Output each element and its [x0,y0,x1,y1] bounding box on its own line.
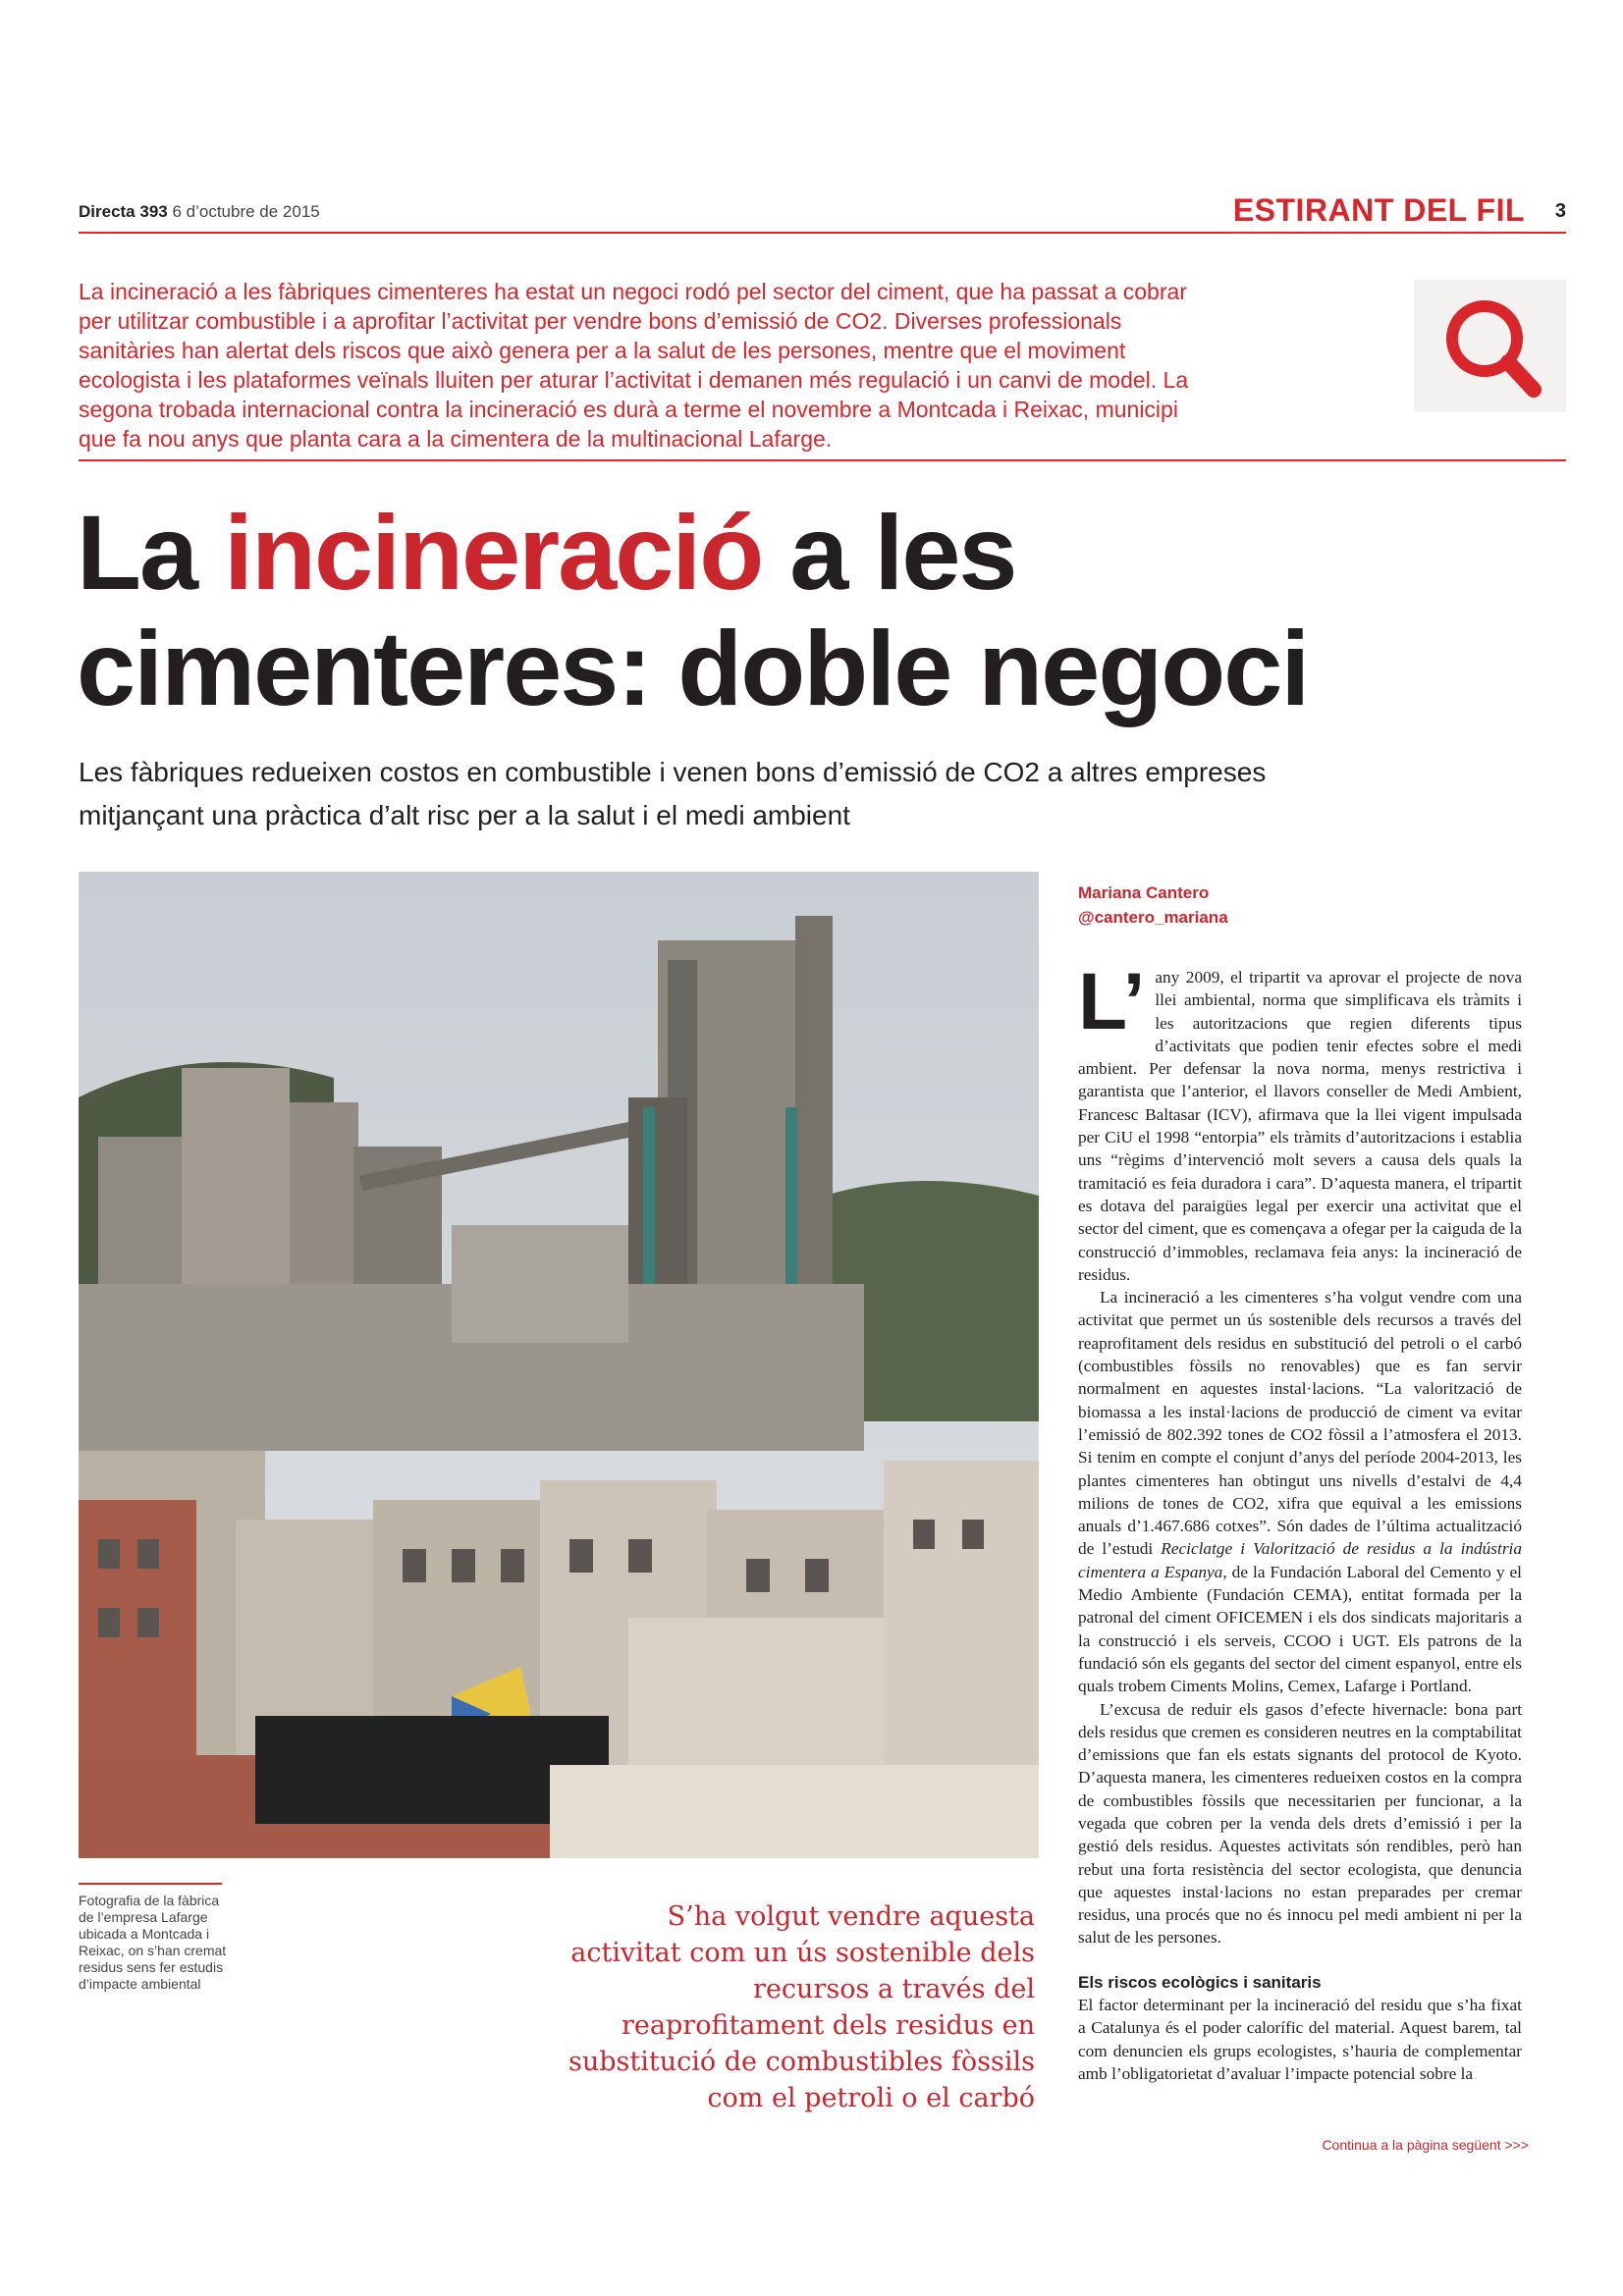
subtitle: Les fàbriques redueixen costos en combustible i venen bons d’emissió de CO2 a altres empreses mitjançant una pràctica d’alt risc per a la salut i el medi ambient [79,757,1267,830]
author-name: Mariana Cantero [1078,883,1210,902]
article-body [1078,957,1522,2085]
headline-accent: incineració [224,493,763,612]
article-paragraph: La incineració a les cimenteres s’ha volgut vendre com una activitat que permet un ús sostenible dels recursos a través del reaprofitament dels residus en substitució del petroli o el carbó (combustibles fòssils no renovables) que es fan servir normalment en aquestes instal·lacions. “La valorització de biomassa a les instal·lacions de producció de ciment va evitar l’emissió de 802.392 tones de CO2 fòssil a l’atmosfera el 2013. Si tenim en compte el conjunt d’anys del període 2004-2013, les plantes cimenteres han obtingut uns nivells d’estalvi de 4,4 milions de tones de CO2, xifra que equival a les emissions anuals d’1.467.686 cotxes”. Són dades de l’última actualització de l’estudi Reciclatge i Valorització de residus a la indústria cimentera a Espanya, de la Fundación Laboral del Cemento y el Medio Ambiente (Fundación CEMA), entitat formada per la patronal del ciment OFICEMEN i els dos sindicats majoritaris a la construcció i els serveis, CCOO i UGT. Els patrons de la fundació són els gegants del sector del ciment espanyol, entre els quals trobem Ciments Molins, Cemex, Lafarge i Portland. [1078,1288,1522,1696]
intro-summary: La incineració a les fàbriques cimenteres ha estat un negoci rodó pel sector del ciment, que ha passat a cobrar per utilitzar combustible i a aprofitar l’activitat per vendre bons d’emissió de CO2. Diverses professionals sanitàries han alertat dels riscos que això genera per a la salut de les persones, mentre que el moviment ecologista i les plataformes veïnals lluiten per aturar l’activitat i demanen més regulació i un canvi de model. La segona trobada internacional contra la incineració es durà a terme el novembre a Montcada i Reixac, municipi que fa nou anys que planta cara a la cimentera de la multinacional Lafarge. [79,279,1189,452]
author-handle: @cantero_mariana [1078,908,1228,927]
publication-name: Directa 393 [79,202,168,221]
headline [77,495,1308,726]
section-title: ESTIRANT DEL FIL [1232,192,1525,228]
headline-part2: a les [762,493,1016,612]
pull-quote: S’ha volgut vendre aquesta activitat com un ús sostenible dels recursos a través del reaprofitament dels residus en substitució de combustibles fòssils com el petroli o el carbó [568,1901,1035,2113]
magnifier-icon [1414,280,1566,412]
intro-rule [79,459,1566,461]
publication-date: 6 d’octubre de 2015 [172,202,320,221]
article-paragraph: L’excusa de reduir els gasos d’efecte hivernacle: bona part dels residus que cremen es consideren neutres en la comptabilitat d’emissions que fan els estats signants del protocol de Kyoto. D’aquesta manera, les cimenteres redueixen costos en la compra de combustibles fòssils que necessitarien per funcionar, a la vegada que cobren per la venda dels drets d’emissió i per la gestió dels residus. Aquestes activitats són rendibles, però han rebut una forta resistència del sector ecologista, que denuncia que aquestes instal·lacions no estan preparades per cremar residus, una procés que no és innocu pel medi ambient ni per la salut de les persones. [1078,1699,1522,1948]
caption-rule [79,1883,222,1885]
drop-cap: L’ [1078,957,1146,1046]
headline-part1: La [77,493,225,612]
section-badge [1414,280,1566,412]
page-number: 3 [1554,200,1566,222]
article-subhead: Els riscos ecològics i sanitaris [1078,1972,1322,1992]
article-paragraph: El factor determinant per la incineració del residu que s’ha fixat a Catalunya és el poder calorífic del material. Aquest barem, tal com denuncien els grups ecologistes, s’hauria de complementar amb l’obligatorietat d’avaluar l’impacte potencial sobre la [1078,1996,1522,2083]
study-title: Reciclatge i Valorització de residus a la indústria cimentera a Espanya [1078,1539,1522,1581]
article-paragraph: L’ any 2009, el tripartit va aprovar el projecte de nova llei ambiental, norma que simplificava els tràmits i les autoritzacions que regien diferents tipus d’activitats que podien tenir efectes sobre el medi ambient. Per defensar la nova norma, menys restrictiva i garantista que l’anterior, el llavors conseller de Medi Ambient, Francesc Baltasar (ICV), afirmava que la llei vigent impulsada per CiU el 1998 “entorpia” els tràmits d’autoritzacions i establia uns “règims d’intervenció molt severs a causa dels quals la tramitació es feia duradora i cara”. D’aquesta manera, el tripartit es dotava del paraigües legal per exercir una activitat que el sector del ciment, que es començava a ofegar per la caiguda de la construcció d’immobles, reclamava feia anys: la incineració de residus. [1078,957,1522,1284]
headline-line2: cimenteres: doble negoci [77,609,1309,727]
header-publication-info [79,202,320,222]
header-rule [79,232,1566,234]
continue-link[interactable]: Continua a la pàgina següent >>> [1322,2137,1529,2153]
factory-photo [79,872,1039,1858]
byline [1078,881,1228,930]
photo-caption: Fotografia de la fàbrica de l’empresa Lafarge ubicada a Montcada i Reixac, on s’han cremat residus sens fer estudis d’impacte ambiental [79,1893,227,1992]
